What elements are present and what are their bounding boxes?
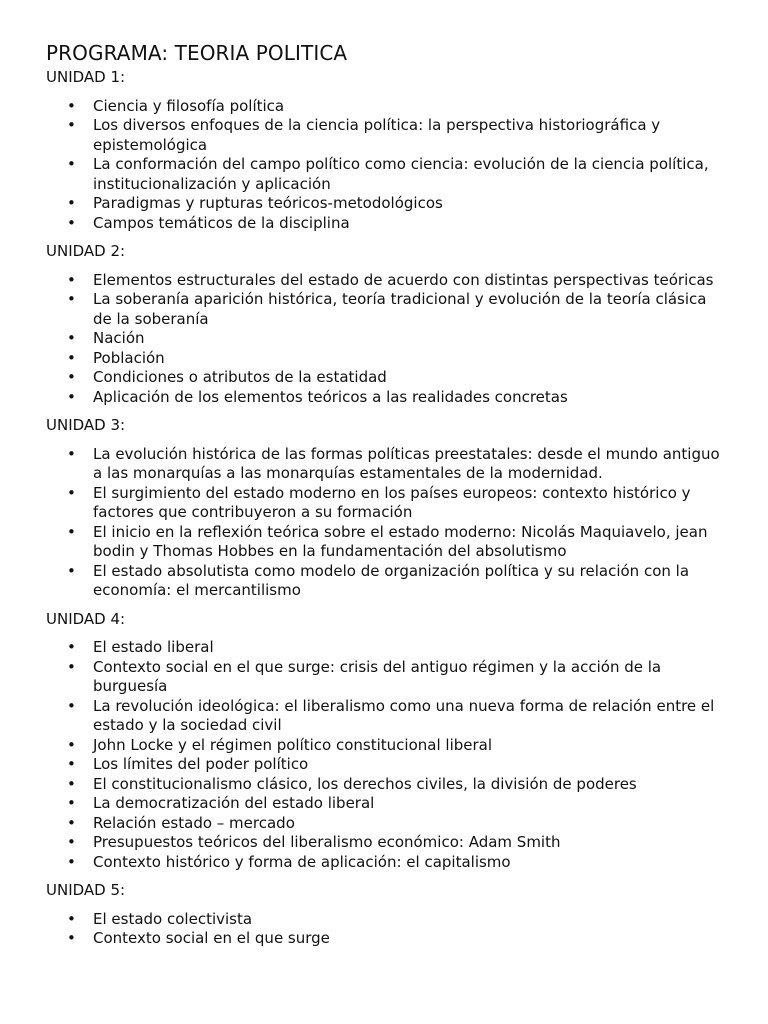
list-item-text: Contexto social en el que surge	[93, 929, 330, 947]
list-item	[46, 290, 726, 329]
list-item-text: Campos temáticos de la disciplina	[93, 213, 350, 232]
bullet-list	[46, 445, 726, 601]
list-item	[46, 194, 726, 214]
list-item	[46, 349, 726, 369]
list-item	[46, 329, 726, 349]
list-item	[46, 484, 726, 523]
list-item	[46, 658, 726, 697]
unit-heading: UNIDAD 4:	[46, 609, 126, 628]
list-item	[46, 775, 726, 795]
unit-section	[46, 881, 726, 949]
list-item-text: Población	[93, 348, 165, 367]
list-item-text: Paradigmas y rupturas teóricos-metodológicos	[93, 194, 443, 212]
unit-section	[46, 610, 726, 873]
list-item-text: Los límites del poder político	[93, 755, 309, 773]
list-item	[46, 736, 726, 756]
list-item-text: El estado liberal	[93, 638, 214, 656]
bullet-icon: •	[67, 657, 76, 676]
document-page	[46, 38, 726, 958]
list-item-text: El constitucionalismo clásico, los derechos civiles, la división de poderes	[93, 774, 637, 793]
bullet-icon: •	[67, 522, 76, 541]
page-title: PROGRAMA: TEORIA POLITICA	[46, 41, 348, 65]
bullet-icon: •	[67, 852, 76, 871]
list-item	[46, 833, 726, 853]
list-item-text: Contexto social en el que surge: crisis del antiguo régimen y la acción de la burguesía	[93, 657, 662, 695]
list-item-text: Elementos estructurales del estado de acuerdo con distintas perspectivas teóricas	[93, 270, 714, 289]
bullet-icon: •	[67, 194, 76, 212]
list-item-text: Contexto histórico y forma de aplicación: el capitalismo	[93, 852, 511, 871]
list-item	[46, 155, 726, 194]
bullet-icon: •	[67, 755, 76, 773]
list-item	[46, 697, 726, 736]
list-item-text: John Locke y el régimen político constitucional liberal	[93, 735, 493, 754]
bullet-icon: •	[67, 329, 76, 347]
list-item	[46, 638, 726, 658]
bullet-icon: •	[67, 290, 76, 308]
list-item-text: Ciencia y filosofía política	[93, 96, 285, 115]
list-item-text: La democratización del estado liberal	[93, 794, 375, 812]
bullet-icon: •	[67, 696, 76, 715]
bullet-icon: •	[67, 483, 76, 502]
bullet-icon: •	[67, 561, 76, 580]
bullet-icon: •	[67, 270, 76, 289]
unit-heading: UNIDAD 2:	[46, 242, 126, 260]
list-item	[46, 97, 726, 117]
unit-heading: UNIDAD 3:	[46, 416, 126, 434]
units-container	[46, 68, 726, 949]
list-item-text: Condiciones o atributos de la estatidad	[93, 368, 387, 386]
list-item-text: La conformación del campo político como ciencia: evolución de la ciencia política, institucionalización y aplicación	[93, 155, 709, 193]
list-item	[46, 388, 726, 408]
unit-heading: UNIDAD 5:	[46, 881, 126, 899]
bullet-icon: •	[67, 348, 76, 367]
list-item	[46, 794, 726, 814]
list-item	[46, 116, 726, 155]
bullet-icon: •	[67, 929, 76, 947]
list-item-text: Presupuestos teóricos del liberalismo económico: Adam Smith	[93, 833, 561, 851]
list-item-text: La evolución histórica de las formas políticas preestatales: desde el mundo antiguo a las monarquías a las monarquías estamentales de la modernidad.	[93, 444, 720, 482]
unit-section	[46, 68, 726, 233]
bullet-icon: •	[67, 444, 76, 463]
bullet-icon: •	[67, 794, 76, 812]
bullet-icon: •	[67, 213, 76, 232]
list-item-text: El estado colectivista	[93, 909, 253, 928]
bullet-icon: •	[67, 813, 76, 832]
bullet-list	[46, 271, 726, 408]
bullet-icon: •	[67, 735, 76, 754]
bullet-icon: •	[67, 909, 76, 928]
list-item	[46, 214, 726, 234]
unit-section	[46, 242, 726, 407]
list-item	[46, 755, 726, 775]
bullet-icon: •	[67, 638, 76, 656]
list-item	[46, 910, 726, 930]
bullet-icon: •	[67, 387, 76, 406]
list-item-text: Relación estado – mercado	[93, 813, 295, 832]
list-item-text: Los diversos enfoques de la ciencia política: la perspectiva historiográfica y epistemológica	[93, 116, 661, 154]
bullet-icon: •	[67, 155, 76, 173]
bullet-list	[46, 910, 726, 949]
unit-section	[46, 416, 726, 601]
list-item	[46, 523, 726, 562]
bullet-icon: •	[67, 774, 76, 793]
list-item-text: El estado absolutista como modelo de organización política y su relación con la economía: el mercantilismo	[93, 561, 690, 599]
bullet-list	[46, 97, 726, 234]
list-item-text: La revolución ideológica: el liberalismo como una nueva forma de relación entre el estado y la sociedad civil	[93, 696, 715, 734]
bullet-icon: •	[67, 833, 76, 851]
list-item-text: Aplicación de los elementos teóricos a las realidades concretas	[93, 387, 568, 406]
unit-heading: UNIDAD 1:	[46, 68, 126, 86]
list-item-text: El surgimiento del estado moderno en los países europeos: contexto histórico y factores que contribuyeron a su formación	[93, 483, 691, 521]
list-item	[46, 814, 726, 834]
bullet-icon: •	[67, 96, 76, 115]
list-item	[46, 445, 726, 484]
list-item	[46, 929, 726, 949]
list-item	[46, 562, 726, 601]
list-item-text: La soberanía aparición histórica, teoría tradicional y evolución de la teoría clásica de la soberanía	[93, 290, 707, 328]
list-item	[46, 368, 726, 388]
bullet-icon: •	[67, 368, 76, 386]
bullet-icon: •	[67, 116, 76, 134]
list-item	[46, 271, 726, 291]
list-item	[46, 853, 726, 873]
bullet-list	[46, 638, 726, 872]
list-item-text: Nación	[93, 329, 145, 347]
list-item-text: El inicio en la reflexión teórica sobre el estado moderno: Nicolás Maquiavelo, jean bodin y Thomas Hobbes en la fundamentación del absolutismo	[93, 522, 708, 560]
